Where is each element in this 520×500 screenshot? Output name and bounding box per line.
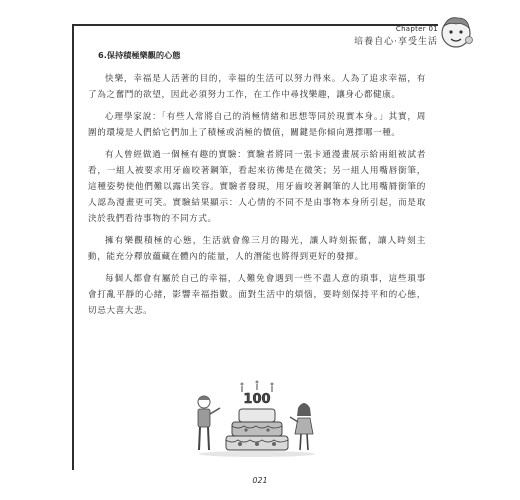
page-frame-left-rule [72, 24, 74, 470]
paragraph-5: 每個人都會有屬於自己的幸福，人難免會遇到一些不盡人意的瑣事，這些瑣事會打亂平靜的心緒，影響幸福指數。面對生活中的煩惱，要時刻保持平和的心態，切忌大喜大悲。 [88, 274, 426, 316]
chapter-label: Chapter 01 [395, 25, 438, 33]
running-header [354, 25, 438, 47]
paragraph-4: 擁有樂觀積極的心態，生活就會像三月的陽光，讓人時刻振奮，讓人時刻主動，能充分釋放蘊藏在體內的能量，人的潛能也將得到更好的發揮。 [88, 236, 426, 262]
page-content [88, 50, 426, 325]
birthday-cake-illustration [182, 372, 332, 458]
paragraph-2: 心理學家說：「有些人常將自己的消極情緒和思想等同於現實本身。」其實，周圍的環境是人們給它們加上了積極或消極的價值，關鍵是你傾向選擇哪一種。 [88, 112, 426, 138]
cake-number-label: 100 [243, 392, 271, 407]
mascot-face-icon [436, 12, 476, 52]
section-heading: 6.保持積極樂觀的心態 [98, 50, 181, 60]
page-number: 021 [252, 476, 268, 485]
paragraph-1: 快樂，幸福是人活著的目的，幸福的生活可以努力得來。人為了追求幸福，有了為之奮鬥的欲望，因此必須努力工作，在工作中尋找樂趣，讓身心都健康。 [88, 74, 426, 100]
paragraph-3: 有人曾經做過一個極有趣的實驗：實驗者將同一張卡通漫畫展示給兩組被試者看，一組人被要求用牙齒咬著鋼筆，看起來彷彿是在微笑；另一組人用嘴唇銜筆，這種姿勢使他們難以露出笑容。實驗者發現，用牙齒咬著鋼筆的人比用嘴脣銜筆的人認為漫畫更可笑。實驗結果顯示：人心情的不同不是由事物本身所引起，而是取決於我們看待事物的不同方式。 [88, 150, 426, 224]
chapter-subtitle: 培養自心·享受生活 [354, 37, 438, 47]
